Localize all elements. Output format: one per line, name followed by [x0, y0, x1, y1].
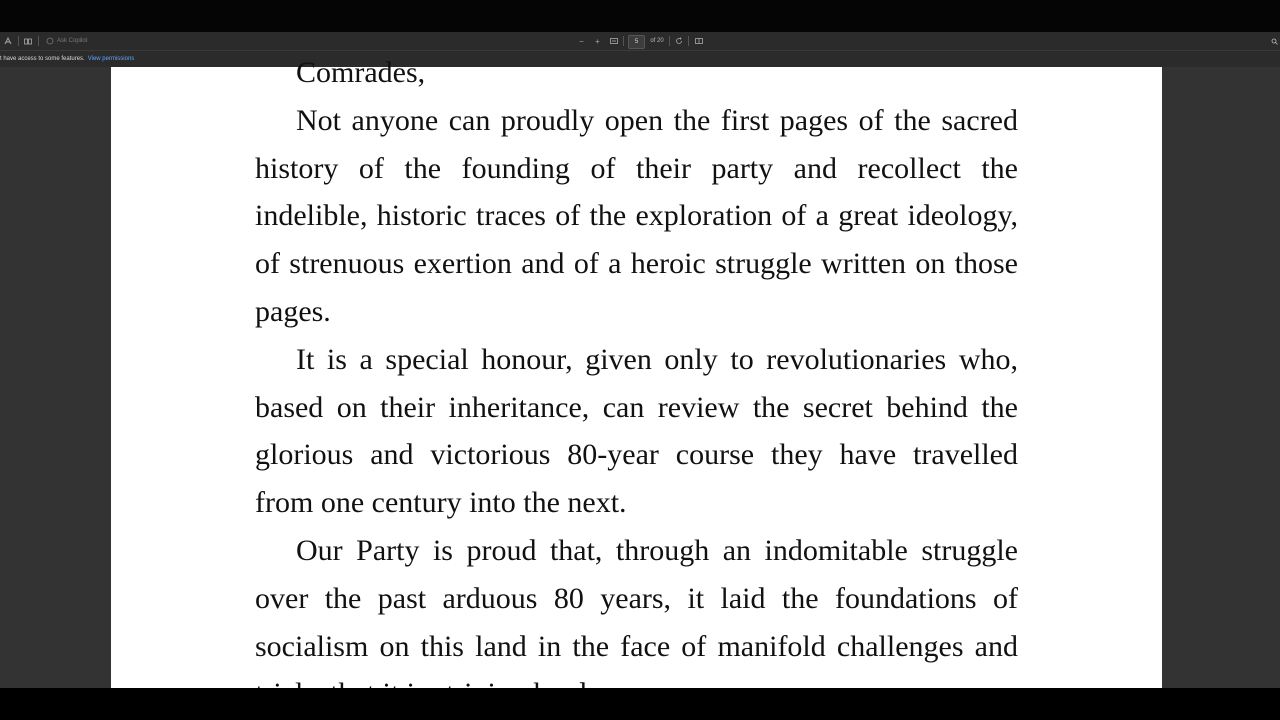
toolbar-separator [18, 36, 19, 46]
ask-copilot-button[interactable]: Ask Copilot [57, 38, 88, 44]
rotate-icon[interactable] [674, 32, 684, 50]
immersive-reader-icon[interactable] [23, 32, 33, 50]
search-icon[interactable] [1268, 32, 1280, 50]
toolbar-separator [38, 36, 39, 46]
paragraph: It is a special honour, given only to revolutionaries who, based on their inheritance, can review the secret behind the glorious and victorious 80-year course they have travelled from one century into the next. [255, 342, 1018, 520]
toolbar-separator [688, 36, 689, 46]
toolbar-separator [623, 36, 624, 46]
page-view-icon[interactable] [694, 32, 704, 50]
copilot-icon[interactable] [45, 32, 55, 50]
toolbar-separator [669, 36, 670, 46]
view-permissions-link[interactable]: View permissions [87, 56, 135, 62]
page-count: of 20 [650, 38, 664, 44]
paragraph: Comrades, [296, 56, 426, 89]
zoom-out-button[interactable]: − [579, 36, 584, 46]
paragraph: Not anyone can proudly open the first pages of the sacred history of the founding of their party and recollect the indelible, historic traces of the exploration of a great ideology, of strenuous exertion and of a heroic struggle written on those pages. [255, 103, 1018, 328]
zoom-in-button[interactable]: + [595, 36, 600, 46]
fit-page-icon[interactable] [609, 32, 619, 50]
read-aloud-icon[interactable] [3, 32, 13, 50]
page-text [255, 49, 1018, 718]
window-top-bar [0, 0, 1280, 32]
permissions-message: t have access to some features. [0, 56, 85, 62]
paragraph: Our Party is proud that, through an indomitable struggle over the past arduous 80 years, it laid the foundations of socialism on this land in the face of manifold challenges and [255, 533, 1018, 663]
window-bottom-bar [0, 688, 1280, 720]
page-number-input[interactable]: 5 [628, 35, 645, 49]
